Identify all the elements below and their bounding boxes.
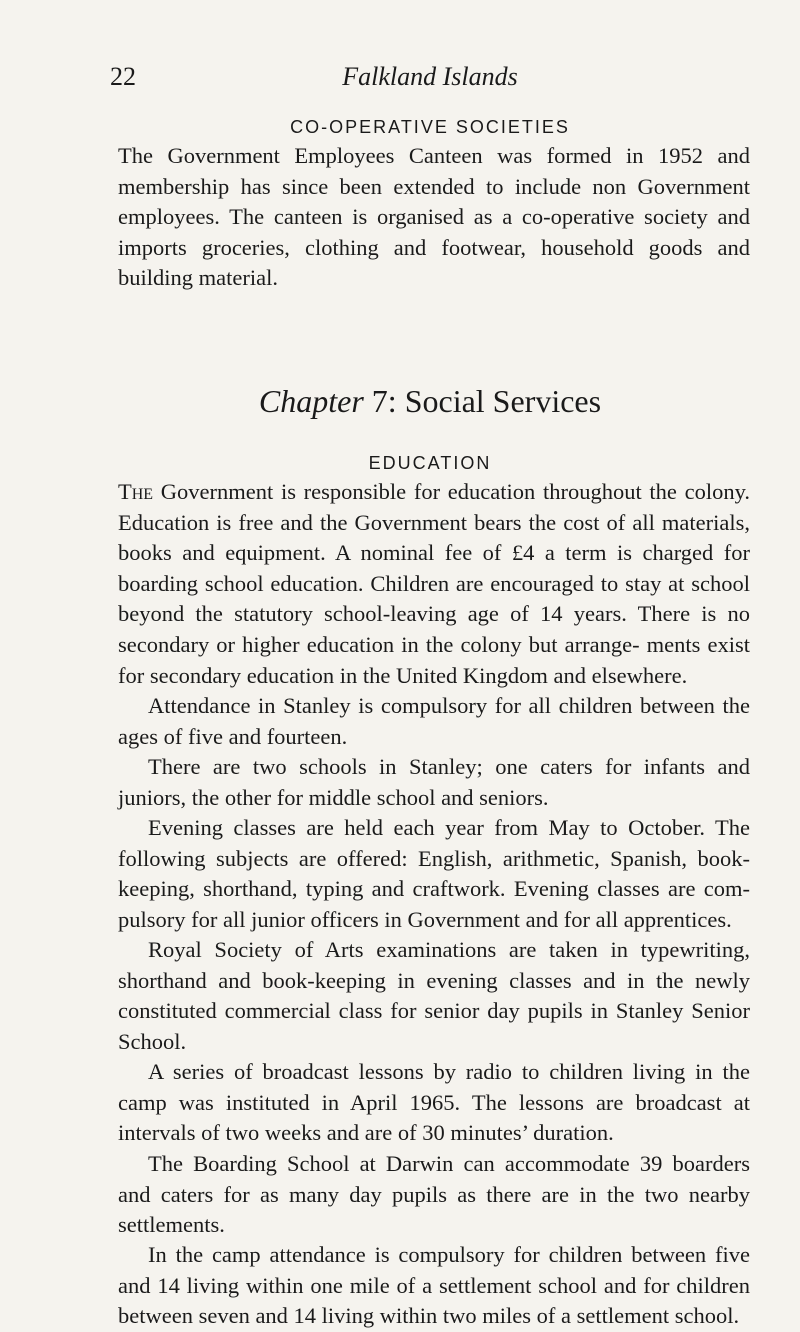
education-paragraph-3: There are two schools in Stanley; one caters for infants and juniors, the other for middle school and seniors. [118, 754, 750, 810]
cooperative-paragraph: The Government Employees Canteen was formed in 1952 and membership has since been extended to include non Government employees. The canteen is organised as a co-operative society and imports groceries, clothing and footwear, household goods and building material. [118, 143, 750, 291]
chapter-separator: : [387, 383, 405, 419]
chapter-name: Social Services [404, 383, 602, 419]
page-number: 22 [110, 62, 136, 91]
chapter-label: Chapter [258, 383, 364, 419]
chapter-title [110, 381, 750, 421]
education-paragraph-7: The Boarding School at Darwin can accommodate 39 boarders and caters for as many day pupils as there are in the two nearby settlements. [118, 1151, 750, 1238]
education-paragraph-1-text: Government is responsible for education throughout the colony. Education is free and the Government bears the cost of all materials, books and equipment. A nominal fee of £4 a term is charged for boarding school education. Children are encouraged to stay at school beyond the statutory school-leaving age of 14 years. There is no secondary or higher education in the colony but arrange- ments exist for secondary education in the United Kingdom and elsewhere. [118, 479, 750, 688]
education-paragraph-5: Royal Society of Arts examinations are taken in typewriting, shorthand and book-keeping in evening classes and in the newly constituted commercial class for senior day pupils in Stanley Senior School. [118, 937, 750, 1054]
lead-word: The [118, 479, 154, 504]
chapter-number: 7 [371, 383, 388, 419]
education-paragraph-8: In the camp attendance is compulsory for children between five and 14 living within one mile of a settlement school and for children between seven and 14 living within two miles of a settlement school. [118, 1242, 750, 1329]
cooperative-heading: CO-OPERATIVE SOCIETIES [290, 117, 570, 137]
education-heading: EDUCATION [368, 453, 492, 473]
running-head [110, 62, 750, 96]
education-paragraph-1 [118, 477, 750, 691]
education-paragraph-2: Attendance in Stanley is compulsory for all children between the ages of five and fourteen. [118, 693, 750, 749]
education-paragraph-6: A series of broadcast lessons by radio to children living in the camp was instituted in April 1965. The lessons are broadcast at intervals of two weeks and are of 30 minutes’ duration. [118, 1059, 750, 1146]
running-title: Falkland Islands [342, 62, 518, 91]
education-paragraph-4: Evening classes are held each year from May to October. The following subjects are offered: English, arithmetic, Spanish, book- keeping, shorthand, typing and craftwork. Evening classes are com- pulsory for all junior officers in Government and for all apprentices. [118, 815, 750, 932]
